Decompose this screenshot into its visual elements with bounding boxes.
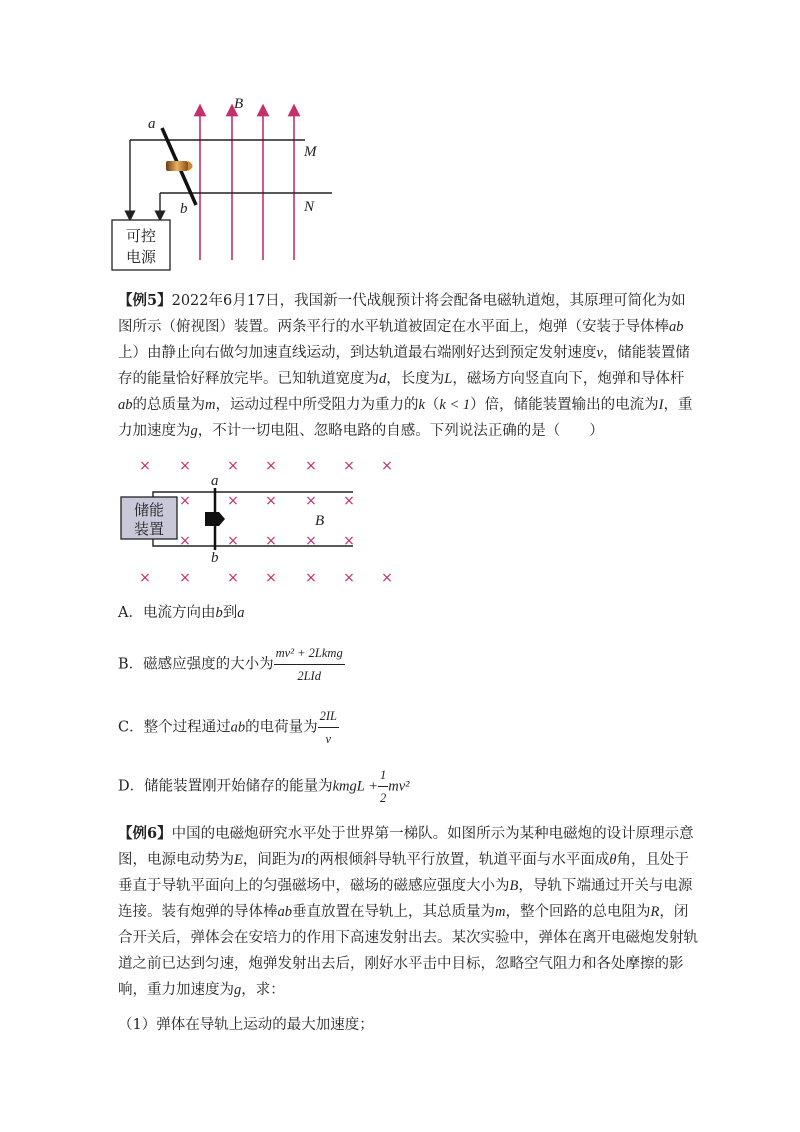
label-N: N [304, 199, 315, 215]
label-M: M [304, 144, 317, 160]
source-label-2: 电源 [125, 248, 157, 266]
figure-rail-gun-storage [115, 452, 405, 587]
option-c: C．整个过程通过ab的电荷量为 $\frac{2IL}{v}$ [118, 706, 339, 749]
svg-text:×: × [227, 533, 239, 549]
storage-label-2: 装置 [133, 520, 165, 538]
option-b: B．磁感应强度的大小为 $\frac{\text{mv² + 2Lkmg}}{\text{2LId}}$ [118, 643, 345, 686]
svg-text:×: × [265, 493, 277, 509]
svg-text:×: × [227, 570, 239, 586]
svg-text:×: × [305, 458, 317, 474]
svg-text:×: × [227, 493, 239, 509]
example-5-tag: 【例5】 [118, 292, 172, 309]
storage-label-1: 储能 [133, 501, 165, 519]
projectile [205, 512, 225, 526]
label-a: a [148, 116, 156, 132]
svg-text:×: × [265, 533, 277, 549]
option-d: D．储能装置刚开始储存的能量为kmgL + $\frac{1}{2}$ mv² [118, 765, 410, 808]
label-b: b [180, 201, 188, 217]
projectile [166, 161, 193, 171]
svg-text:×: × [179, 493, 191, 509]
svg-text:×: × [227, 458, 239, 474]
label-B: B [315, 513, 325, 529]
svg-text:×: × [139, 458, 151, 474]
example-6-text: 【例6】中国的电磁炮研究水平处于世界第一梯队。如图所示为某种电磁炮的设计原理示意图，电源电动势为E，间距为l的两根倾斜导轨平行放置，轨道平面与水平面成θ角，且处于垂直于导轨平面向上的匀强磁场中，磁场的磁感应强度大小为B，导轨下端通过开关与电源连接。装有炮弹的导体棒ab垂直放置在导轨上，其总质量为m，整个回路的总电阻为R，闭合开关后，弹体会在安培力的作用下高速发射出去。某次实验中，弹体在离开电磁炮发射轨道之前已达到匀速，炮弹发射出去后，刚好水平击中目标，忽略空气阻力和各处摩擦的影响，重力加速度为g，求： [118, 825, 698, 998]
question-1: （1）弹体在导轨上运动的最大加速度； [118, 1017, 374, 1033]
label-b: b [211, 550, 219, 566]
svg-text:×: × [305, 570, 317, 586]
svg-text:×: × [139, 570, 151, 586]
svg-text:×: × [343, 458, 355, 474]
svg-text:×: × [265, 458, 277, 474]
svg-text:×: × [343, 533, 355, 549]
magnetic-field-lines [200, 110, 294, 260]
option-a: A．电流方向由b到a [118, 605, 245, 621]
svg-text:×: × [343, 493, 355, 509]
svg-text:×: × [381, 458, 393, 474]
svg-text:×: × [179, 533, 191, 549]
svg-text:×: × [179, 570, 191, 586]
svg-text:×: × [381, 570, 393, 586]
svg-text:×: × [343, 570, 355, 586]
svg-text:×: × [305, 533, 317, 549]
source-label-1: 可控 [125, 227, 157, 245]
svg-text:×: × [305, 493, 317, 509]
svg-text:×: × [265, 570, 277, 586]
label-a: a [211, 473, 219, 489]
example-6-tag: 【例6】 [118, 825, 172, 842]
label-B: B [234, 96, 244, 112]
example-5-text: 【例5】2022年6月17日，我国新一代战舰预计将会配备电磁轨道炮，其原理可简化为如图所示（俯视图）装置。两条平行的水平轨道被固定在水平面上，炮弹（安装于导体棒ab上）由静止向右做匀加速直线运动，到达轨道最右端刚好达到预定发射速度v，储能装置储存的能量恰好释放完毕。已知轨道宽度为d，长度为L，磁场方向竖直向下，炮弹和导体杆ab的总质量为m，运动过程中所受阻力为重力的k（k < 1）倍，储能装置输出的电流为I，重力加速度为g，不计一切电阻、忽略电路的自感。下列说法正确的是（ ） [118, 292, 693, 439]
figure-rail-gun-vertical-field [100, 90, 370, 275]
svg-text:×: × [179, 458, 191, 474]
